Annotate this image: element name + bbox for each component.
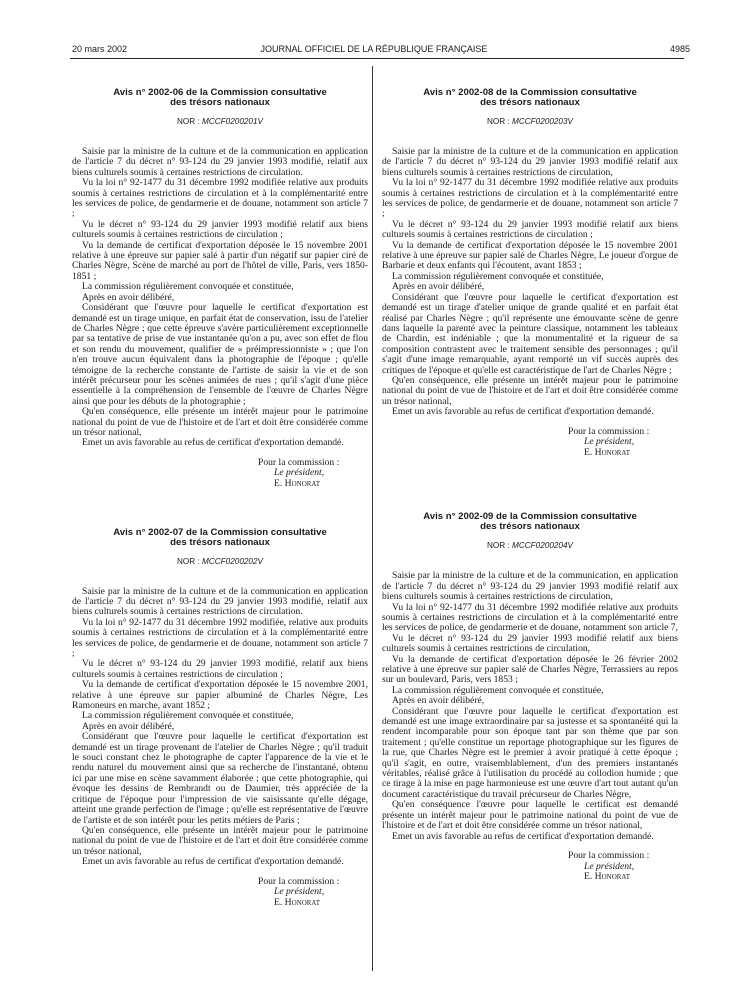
avis-title bbox=[72, 88, 368, 108]
avis-2002-09 bbox=[382, 512, 678, 882]
nor-label: NOR : bbox=[486, 541, 510, 551]
paragraph: La commission régulièrement convoquée et constituée, bbox=[82, 281, 294, 293]
paragraph: Considérant que l'œuvre pour laquelle le certificat d'exportation est demandé est un tirage provenant de l'atelier de Charles Nègre ; qu'il traduit le souci constant chez le photographe de capter l'apparence de la vie et le rendu naturel du mouvement ainsi que sa recherche de l'instantané, obtenu ici par une mise en scène savamment élaborée ; que cette photographie, qui évoque les dessins de Rembrandt ou de Daumier, très appréciée de la critique de l'époque pour l'impression de vie saisissante qu'elle dégage, atteint une grande perfection de l'image ; qu'elle est représentative de l'œuvre de l'artiste et de son intérêt pour les petits métiers de Paris ; bbox=[72, 731, 368, 826]
nor-reference bbox=[382, 541, 678, 550]
paragraph: Saisie par la ministre de la culture et de la communication, en application de l'article 7 du décret n° 93-124 du 29 janvier 1993 modifié relatif aux biens culturels soumis à certaines restrictions de circulation, bbox=[382, 570, 678, 603]
paragraph: Emet un avis favorable au refus de certificat d'exportation demandé. bbox=[392, 406, 654, 418]
signature-label: Pour la commission : bbox=[258, 875, 340, 887]
paragraph: Considérant que l'œuvre pour laquelle le certificat d'exportation est demandé est une image extraordinaire par sa justesse et sa spontanéité qui la rendent incomparable pour son époque tant par son thème que par son traitement ; qu'elle constitue un reportage photographique sur les figures de la rue, que Charles Nègre est le premier à avoir pratiqué à cette époque ; qu'il s'agit, en outre, vraisemblablement, d'un des premiers instantanés véritables, réalisé grâce à l'utilisation du procédé au collodion humide ; que ce tirage à la mise en page harmonieuse est une œuvre d'art tout autant qu'un document caractéristique du travail précurseur de Charles Nègre, bbox=[382, 705, 678, 800]
signature-label: Pour la commission : bbox=[258, 456, 340, 468]
signature-label: Pour la commission : bbox=[568, 849, 650, 861]
avis-title-line2: des trésors nationaux bbox=[480, 521, 580, 533]
signature-block bbox=[382, 427, 678, 459]
paragraph: Considérant que l'œuvre pour laquelle le certificat d'exportation est demandé est un tirage d'atelier unique de grande qualité et en parfait état réalisé par Charles Nègre ; qu'il représente une émouvante scène de genre dans laquelle la parenté avec la peinture classique, notamment les tableaux de Chardin, est indéniable ; que la monumentalité et la rigueur de sa composition contrastent avec le traitement sensible des personnages ; qu'il s'agit d'une image remarquable, ayant remporté un vif succès auprès des critiques de l'époque et qu'elle est caractéristique de l'art de Charles Nègre ; bbox=[382, 291, 678, 376]
spacer bbox=[72, 490, 368, 528]
paragraph: Vu la loi n° 92-1477 du 31 décembre 1992 modifiée relative aux produits soumis à certaines restrictions de circulation et à la complémentarité entre les services de police, de gendarmerie et de douane, notamment son article 7 ; bbox=[72, 177, 368, 220]
paragraph: Vu le décret n° 93-124 du 29 janvier 1993 modifié relatif aux biens culturels soumis à certaines restrictions de circulation ; bbox=[72, 218, 368, 241]
avis-title-line1: Avis n° 2002-08 de la Commission consultative bbox=[423, 87, 637, 98]
page-number: 4985 bbox=[669, 44, 690, 54]
avis-2002-08 bbox=[382, 88, 678, 458]
journal-title: JOURNAL OFFICIEL DE LA RÉPUBLIQUE FRANÇAISE bbox=[260, 44, 488, 54]
paragraph: Considérant que l'œuvre pour laquelle le certificat d'exportation est demandé est un tirage unique, en parfait état de conservation, issu de l'atelier de Charles Nègre ; que cette épreuve s'avère particulièrement exceptionnelle par sa tentative de prise de vue instantanée qu'on a pu, avec son effet de flou et son rendu du mouvement, qualifier de « préimpressionniste » ; que l'on n'en trouve aucun équivalent dans la photographie de l'époque ; qu'elle témoigne de la recherche constante de l'artiste de saisir la vie et de son intérêt précurseur pour les scènes animées de rues ; qu'il s'agit d'une pièce essentielle à la compréhension de l'ensemble de l'œuvre de Charles Nègre ainsi que pour les débuts de la photographie ; bbox=[72, 302, 368, 407]
nor-label: NOR : bbox=[176, 556, 200, 566]
paragraph: La commission régulièrement convoquée et constituée, bbox=[82, 710, 294, 722]
avis-title-line2: des trésors nationaux bbox=[170, 536, 270, 548]
paragraph: La commission régulièrement convoquée et constituée, bbox=[392, 684, 604, 696]
paragraph: Saisie par la ministre de la culture et de la communication en application de l'article 7 du décret n° 93-124 du 29 janvier 1993 modifié, relatif aux biens culturels soumis à certaines restrictions de circulation. bbox=[72, 146, 368, 178]
paragraph: Emet un avis favorable au refus de certificat d'exportation demandé. bbox=[82, 437, 344, 449]
nor-reference bbox=[72, 557, 368, 566]
avis-title bbox=[72, 528, 368, 548]
signature-name: E. Honorat bbox=[584, 871, 630, 883]
paragraph: La commission régulièrement convoquée et constituée, bbox=[392, 270, 604, 282]
spacer bbox=[382, 458, 678, 512]
nor-reference bbox=[382, 117, 678, 126]
paragraph: Saisie par la ministre de la culture et de la communication en application de l'article 7 du décret n° 93-124 du 29 janvier 1993 modifié, relatif aux biens culturels soumis à certaines restrictions de circulation. bbox=[72, 585, 368, 618]
nor-code: MCCF0200201V bbox=[202, 117, 263, 126]
paragraph: Vu le décret n° 93-124 du 29 janvier 1993 modifié, relatif aux biens culturels soumis à certaines restrictions de circulation ; bbox=[72, 658, 368, 680]
column-divider bbox=[372, 66, 373, 971]
paragraph: Emet un avis favorable au refus de certificat d'exportation demandé. bbox=[392, 830, 654, 842]
avis-title-line1: Avis n° 2002-07 de la Commission consultative bbox=[113, 526, 327, 538]
signature-role: Le président, bbox=[584, 860, 635, 872]
avis-title bbox=[382, 88, 678, 108]
nor-label: NOR : bbox=[176, 117, 200, 126]
avis-title-line2: des trésors nationaux bbox=[170, 97, 270, 108]
avis-title-line1: Avis n° 2002-09 de la Commission consultative bbox=[423, 511, 637, 523]
paragraph: Vu la demande de certificat d'exportation déposée le 15 novembre 2001 relative à une épreuve sur papier salé de Charles Nègre, Le joueur d'orgue de Barbarie et deux enfants qui l'écoutent, avant 1853 ; bbox=[382, 239, 678, 272]
signature-name: E. Honorat bbox=[274, 896, 320, 908]
paragraph: Vu la demande de certificat d'exportation déposée le 15 novembre 2001 relative à une épreuve sur papier salé à partir d'un négatif sur papier ciré de Charles Nègre, Scène de marché au port de l'hôtel de ville, Paris, vers 1850-1851 ; bbox=[72, 239, 368, 282]
paragraph: Après en avoir délibéré, bbox=[82, 291, 175, 303]
page-header bbox=[0, 44, 748, 58]
paragraph: Vu le décret n° 93-124 du 29 janvier 1993 modifié relatif aux biens culturels soumis à certaines restrictions de circulation ; bbox=[382, 218, 678, 241]
nor-code: MCCF0200202V bbox=[202, 556, 263, 566]
signature-name: E. Honorat bbox=[274, 477, 320, 489]
paragraph: Emet un avis favorable au refus de certificat d'exportation demandé. bbox=[82, 856, 344, 868]
nor-reference bbox=[72, 117, 368, 126]
signature-block bbox=[72, 877, 368, 909]
avis-title-line1: Avis n° 2002-06 de la Commission consultative bbox=[113, 87, 327, 98]
paragraph: Vu le décret n° 93-124 du 29 janvier 1993 modifié relatif aux biens culturels soumis à certaines restrictions de circulation, bbox=[382, 632, 678, 655]
signature-block bbox=[382, 851, 678, 883]
paragraph: Vu la loi n° 92-1477 du 31 décembre 1992 modifiée relative aux produits soumis à certaines restrictions de circulation et à la complémentarité entre les services de police, de gendarmerie et de douane, notamment son article 7, bbox=[382, 601, 678, 634]
issue-date: 20 mars 2002 bbox=[72, 44, 128, 54]
paragraph: Après en avoir délibéré, bbox=[392, 695, 485, 707]
left-column bbox=[72, 88, 368, 908]
signature-role: Le président, bbox=[584, 436, 635, 448]
signature-name: E. Honorat bbox=[584, 446, 630, 458]
signature-block bbox=[72, 458, 368, 490]
paragraph: Après en avoir délibéré, bbox=[392, 281, 485, 293]
paragraph: Saisie par la ministre de la culture et de la communication en application de l'article 7 du décret n° 93-124 du 29 janvier 1993 modifié relatif aux biens culturels soumis à certaines restrictions de circulation, bbox=[382, 146, 678, 178]
paragraph: Après en avoir délibéré, bbox=[82, 720, 175, 732]
paragraph: Qu'en conséquence, elle présente un intérêt majeur pour le patrimoine national du point de vue de l'histoire et de l'art et doit être considérée comme un trésor national, bbox=[382, 374, 678, 407]
nor-label: NOR : bbox=[486, 117, 510, 126]
avis-2002-07 bbox=[72, 528, 368, 909]
avis-title bbox=[382, 512, 678, 532]
right-column bbox=[382, 88, 678, 883]
avis-2002-06 bbox=[72, 88, 368, 490]
paragraph: Vu la loi n° 92-1477 du 31 décembre 1992 modifiée relative aux produits soumis à certaines restrictions de circulation et à la complémentarité entre les services de police, de gendarmerie et de douane, notamment son article 7 ; bbox=[382, 177, 678, 220]
paragraph: Vu la demande de certificat d'exportation déposée le 26 février 2002 relative à une épreuve sur papier salé de Charles Nègre, Terrassiers au repos sur un boulevard, Paris, vers 1853 ; bbox=[382, 653, 678, 686]
paragraph: Qu'en conséquence, elle présente un intérêt majeur pour le patrimoine national du point de vue de l'histoire et de l'art et doit être considérée comme un trésor national, bbox=[72, 824, 368, 857]
paragraph: Vu la demande de certificat d'exportation déposée le 15 novembre 2001, relative à une épreuve sur papier albuminé de Charles Nègre, Les Ramoneurs en marche, avant 1852 ; bbox=[72, 679, 368, 712]
avis-title-line2: des trésors nationaux bbox=[480, 97, 580, 108]
signature-role: Le président, bbox=[274, 886, 325, 898]
header-rule bbox=[70, 58, 684, 59]
signature-label: Pour la commission : bbox=[568, 425, 650, 437]
nor-code: MCCF0200204V bbox=[512, 541, 573, 551]
nor-code: MCCF0200203V bbox=[512, 117, 573, 126]
paragraph: Qu'en conséquence l'œuvre pour laquelle le certificat est demandé présente un intérêt majeur pour le patrimoine national du point de vue de l'histoire et de l'art et doit être considérée comme un trésor national, bbox=[382, 799, 678, 832]
signature-role: Le président, bbox=[274, 467, 325, 479]
paragraph: Vu la loi n° 92-1477 du 31 décembre 1992 modifiée, relative aux produits soumis à certaines restrictions de circulation et à la complémentarité entre les services de police, de gendarmerie et de douane, notamment son article 7 ; bbox=[72, 616, 368, 659]
paragraph: Qu'en conséquence, elle présente un intérêt majeur pour le patrimoine national du point de vue de l'histoire et de l'art et doit être considérée comme un trésor national, bbox=[72, 406, 368, 438]
